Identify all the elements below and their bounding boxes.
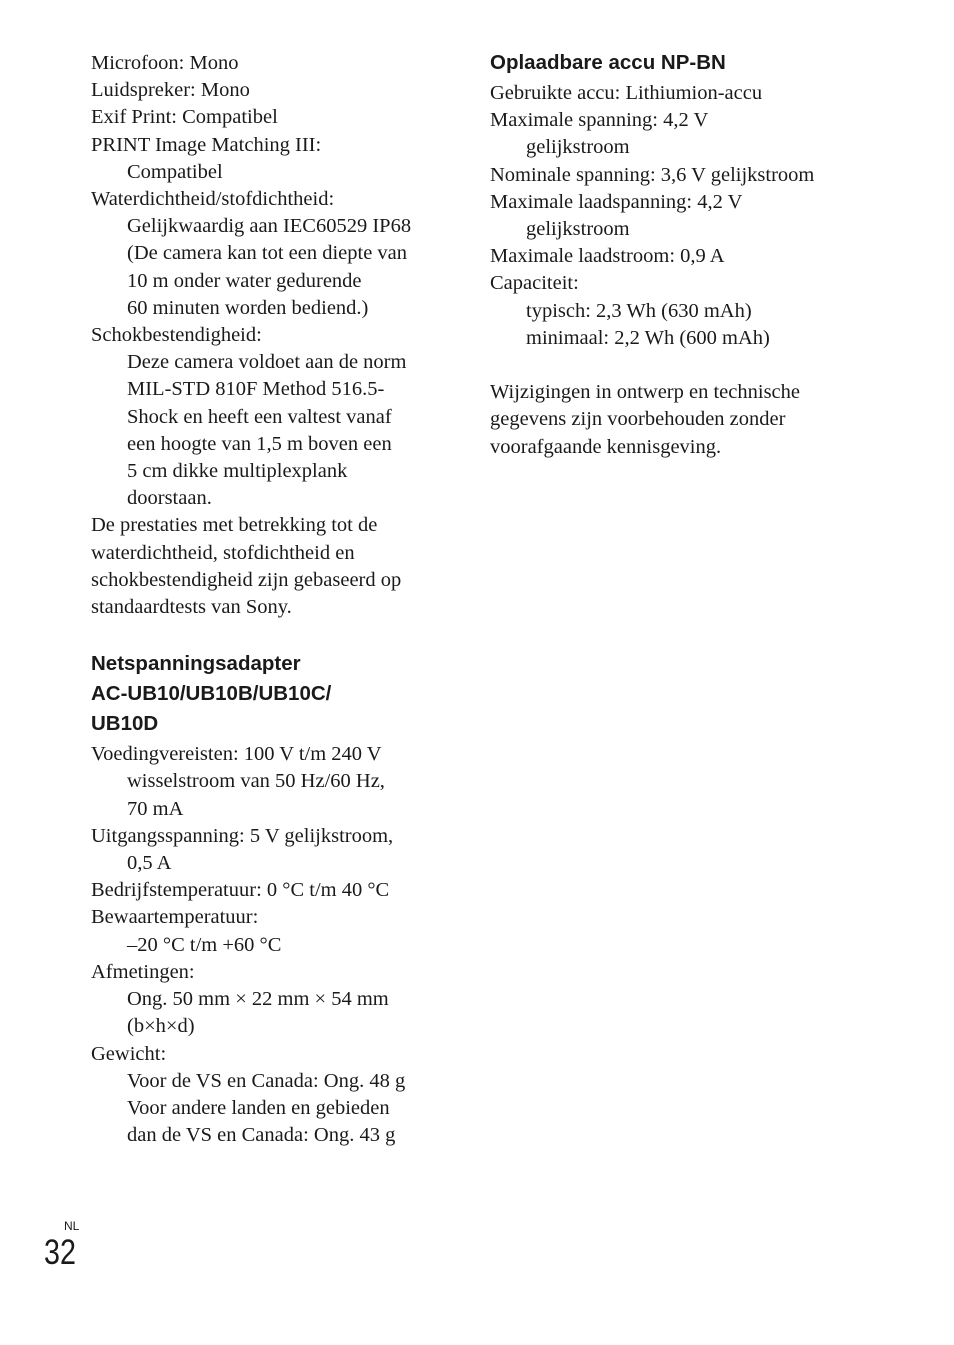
note-line: Wijzigingen in ontwerp en technische — [490, 381, 800, 404]
spec-line: Voedingvereisten: 100 V t/m 240 V — [91, 743, 382, 766]
spec-line: Maximale spanning: 4,2 V — [490, 109, 709, 132]
spec-line: minimaal: 2,2 Wh (600 mAh) — [526, 326, 770, 349]
spec-line: Luidspreker: Mono — [91, 79, 250, 102]
disclaimer-note — [490, 379, 930, 461]
heading-line: Oplaadbare accu NP-BN — [490, 51, 726, 74]
spec-line: Waterdichtheid/stofdichtheid: — [91, 188, 335, 211]
spec-line: 5 cm dikke multiplexplank — [127, 460, 348, 483]
page-number: 32 — [44, 1233, 76, 1272]
spec-line: PRINT Image Matching III: — [91, 133, 322, 156]
spec-line: Gebruikte accu: Lithiumion-accu — [490, 82, 763, 104]
spec-line: een hoogte van 1,5 m boven een — [127, 432, 392, 455]
spec-line: Shock en heeft een valtest vanaf — [127, 405, 392, 428]
spec-line: Deze camera voldoet aan de norm — [127, 351, 407, 374]
spec-line: –20 °C t/m +60 °C — [127, 933, 282, 956]
spec-line: Bewaartemperatuur: — [91, 906, 259, 929]
spec-line: Voor andere landen en gebieden — [127, 1096, 390, 1119]
spec-line: wisselstroom van 50 Hz/60 Hz, — [127, 770, 385, 793]
spec-line: Capaciteit: — [490, 272, 579, 295]
spec-line: Maximale laadspanning: 4,2 V — [490, 190, 743, 213]
spec-line: (De camera kan tot een diepte van — [127, 242, 408, 265]
spec-line: MIL-STD 810F Method 516.5- — [127, 378, 385, 401]
spec-line: gelijkstroom — [526, 218, 630, 241]
spec-line: Compatibel — [127, 160, 223, 183]
spec-list-ac-adapter — [91, 741, 461, 1149]
note-line: voorafgaande kennisgeving. — [490, 435, 722, 458]
spec-list-battery — [490, 80, 930, 352]
spec-line: Microfoon: Mono — [91, 52, 239, 74]
spec-line: Exif Print: Compatibel — [91, 106, 278, 129]
spec-list-camera — [91, 50, 461, 621]
spec-line: waterdichtheid, stofdichtheid en — [91, 541, 355, 564]
spec-line: doorstaan. — [127, 487, 212, 510]
spec-line: dan de VS en Canada: Ong. 43 g — [127, 1124, 396, 1147]
spec-line: Bedrijfstemperatuur: 0 °C t/m 40 °C — [91, 879, 390, 902]
right-column — [490, 50, 930, 461]
spec-line: Gewicht: — [91, 1042, 167, 1065]
spec-line: 10 m onder water gedurende — [127, 269, 362, 292]
spec-line: Nominale spanning: 3,6 V gelijkstroom — [490, 163, 815, 186]
section-heading-battery — [490, 48, 930, 78]
spec-line: 60 minuten worden bediend.) — [127, 296, 369, 319]
spec-line: Schokbestendigheid: — [91, 324, 262, 347]
spec-line: Ong. 50 mm × 22 mm × 54 mm — [127, 988, 389, 1011]
spec-line: De prestaties met betrekking tot de — [91, 514, 378, 537]
spec-line: Afmetingen: — [91, 960, 195, 983]
spec-line: Maximale laadstroom: 0,9 A — [490, 245, 725, 268]
heading-line: UB10D — [91, 712, 159, 736]
spec-line: typisch: 2,3 Wh (630 mAh) — [526, 299, 752, 322]
spec-line: gelijkstroom — [526, 136, 630, 159]
heading-line: Netspanningsadapter — [91, 652, 301, 676]
left-column — [91, 50, 461, 1149]
note-line: gegevens zijn voorbehouden zonder — [490, 408, 786, 431]
spec-line: 0,5 A — [127, 852, 172, 875]
spec-line: standaardtests van Sony. — [91, 596, 292, 619]
section-heading-ac-adapter — [91, 649, 461, 739]
spec-line: schokbestendigheid zijn gebaseerd op — [91, 568, 402, 591]
language-label: NL — [64, 1219, 80, 1233]
spec-line: Voor de VS en Canada: Ong. 48 g — [127, 1069, 406, 1092]
spec-line: Gelijkwaardig aan IEC60529 IP68 — [127, 215, 412, 238]
spec-line: Uitgangsspanning: 5 V gelijkstroom, — [91, 824, 394, 847]
paragraph-spacer — [490, 352, 930, 379]
spec-line: 70 mA — [127, 797, 184, 820]
heading-line: AC-UB10/UB10B/UB10C/ — [91, 682, 332, 706]
spec-line: (b×h×d) — [127, 1015, 195, 1038]
